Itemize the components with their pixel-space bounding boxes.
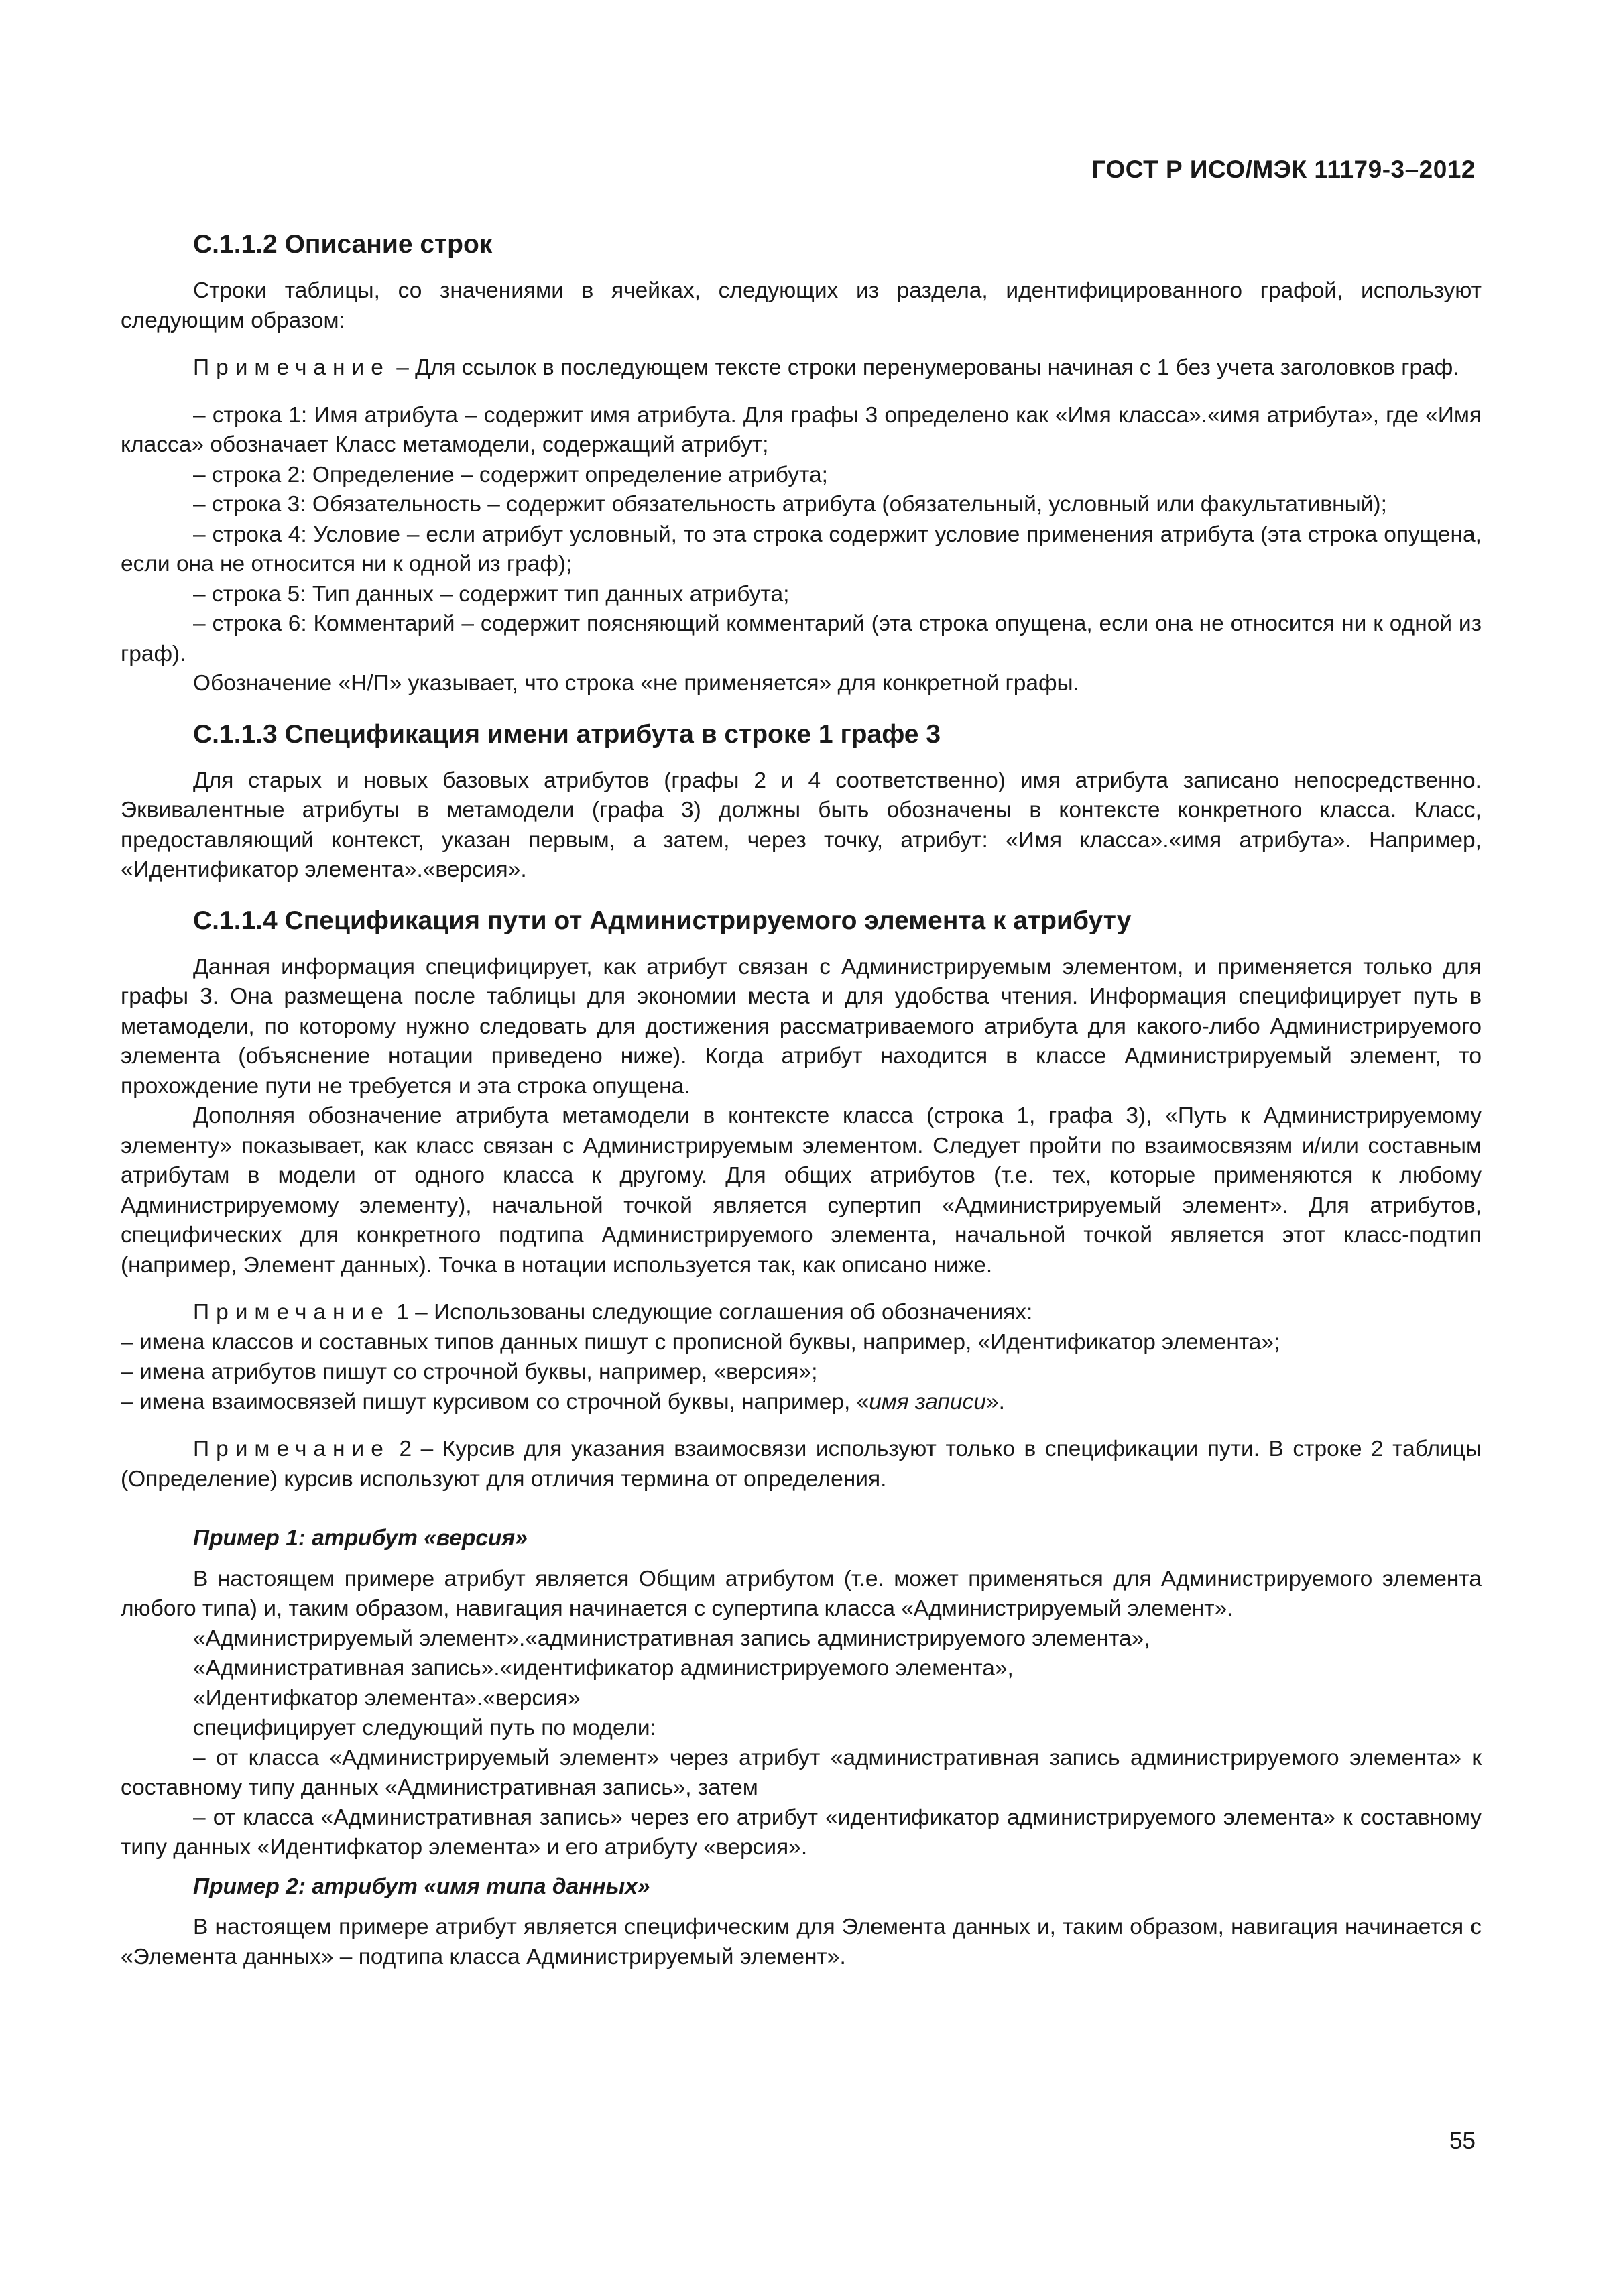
path-lines — [121, 1624, 1482, 1744]
section-body: Для старых и новых базовых атрибутов (графы 2 и 4 соответственно) имя атрибута записано непосредственно. Эквивалентные атрибуты в метамодели (графа 3) должны быть обозначены в контексте конкретного класса. Класс, предоставляющий контекст, указан первым, а затем, через точку, атрибут: «Имя класса».«имя атрибута». Например, «Идентификатор элемента».«версия». — [121, 768, 1482, 882]
note-label: Примечание — [193, 1300, 390, 1325]
list-item: – строка 4: Условие – если атрибут условный, то эта строка содержит условие применения атрибута (эта строка опущена, если она не относится ни к одной из граф); — [121, 522, 1482, 577]
path-line: специфицирует следующий путь по модели: — [193, 1715, 656, 1740]
section-intro: Строки таблицы, со значениями в ячейках, следующих из раздела, идентифицированного графой, используют следующим образом: — [121, 278, 1482, 333]
example-2-title: Пример 2: атрибут «имя типа данных» — [193, 1874, 650, 1899]
list-item: – строка 5: Тип данных – содержит тип данных атрибута; — [193, 581, 790, 607]
list-item: – имена атрибутов пишут со строчной буквы, например, «версия»; — [121, 1360, 818, 1384]
list-item: – строка 6: Комментарий – содержит поясняющий комментарий (эта строка опущена, если она не относится ни к одной из граф). — [121, 611, 1482, 666]
page-content — [121, 228, 1482, 1972]
italic-term: имя записи — [869, 1389, 986, 1414]
section-heading-c113: С.1.1.3 Спецификация имени атрибута в строке 1 графе 3 — [193, 719, 941, 749]
note-label: Примечание — [193, 355, 390, 380]
list-item: – строка 3: Обязательность – содержит обязательность атрибута (обязательный, условный или факультативный); — [193, 492, 1387, 517]
section-paragraph: Данная информация специфицирует, как атрибут связан с Администрируемым элементом, и применяется только для графы 3. Она размещена после таблицы для экономии места и для удобства чтения. Информация специфицирует путь в метамодели, по которому нужно следовать для достижения рассматриваемого атрибута для какого-либо Администрируемого элемента (объяснение нотации приведено ниже). Когда атрибут находится в классе Администрируемый элемент, то прохождение пути не требуется и эта строка опущена. — [121, 954, 1482, 1099]
list-item: Обозначение «Н/П» указывает, что строка «не применяется» для конкретной графы. — [193, 671, 1079, 696]
note-paragraph — [121, 1298, 1482, 1328]
note-paragraph — [121, 1435, 1482, 1494]
example-paragraph: В настоящем примере атрибут является Общим атрибутом (т.е. может применяться для Администрируемого элемента любого типа) и, таким образом, навигация начинается с супертипа класса «Администрируемый элемент». — [121, 1566, 1482, 1621]
list-item: – от класса «Административная запись» через его атрибут «идентификатор администрируемого элемента» к составному типу данных «Идентифкатор элемента» и его атрибуту «версия». — [121, 1805, 1482, 1860]
example-paragraph: В настоящем примере атрибут является специфическим для Элемента данных и, таким образом, навигация начинается с «Элемента данных» – подтипа класса Администрируемый элемент». — [121, 1915, 1482, 1970]
note-text: 2 – Курсив для указания взаимосвязи используют только в спецификации пути. В строке 2 таблицы (Определение) курсив используют для отличия термина от определения. — [121, 1437, 1482, 1492]
list-item: – строка 1: Имя атрибута – содержит имя атрибута. Для графы 3 определено как «Имя класса».«имя атрибута», где «Имя класса» обозначает Класс метамодели, содержащий атрибут; — [121, 402, 1482, 457]
document-header: ГОСТ Р ИСО/МЭК 11179-3–2012 — [1091, 156, 1476, 183]
example-1-title: Пример 1: атрибут «версия» — [193, 1526, 528, 1551]
note-text: 1 – Использованы следующие соглашения об обозначениях: — [389, 1300, 1033, 1325]
note-1-block — [121, 1298, 1482, 1417]
path-line: «Административная запись».«идентификатор администрируемого элемента», — [193, 1656, 1014, 1681]
path-line: «Администрируемый элемент».«административная запись администрируемого элемента», — [193, 1626, 1150, 1651]
note-text: – Для ссылок в последующем тексте строки перенумерованы начиная с 1 без учета заголовков граф. — [389, 355, 1459, 380]
path-line: «Идентифкатор элемента».«версия» — [193, 1685, 581, 1711]
section-heading-c112: С.1.1.2 Описание строк — [193, 230, 493, 259]
note-label: Примечание — [193, 1437, 390, 1461]
list-item: – строка 2: Определение – содержит определение атрибута; — [193, 462, 828, 487]
section-paragraph: Дополняя обозначение атрибута метамодели в контексте класса (строка 1, графа 3), «Путь к Администрируемому элементу» показывает, как класс связан с Администрируемым элементом. Следует пройти по взаимосвязям и/или составным атрибутам в модели от одного класса к другому. Для общих атрибутов (т.е. тех, которые применяются к любому Администрируемому элементу), начальной точкой является супертип «Администрируемый элемент». Для атрибутов, специфических для конкретного подтипа Администрируемого элемента, начальной точкой является этот класс-подтип (например, Элемент данных). Точка в нотации используется так, как описано ниже. — [121, 1103, 1482, 1278]
list-item: – от класса «Администрируемый элемент» через атрибут «административная запись администрируемого элемента» к составному типу данных «Административная запись», затем — [121, 1745, 1482, 1800]
page-number: 55 — [1449, 2128, 1476, 2154]
list-item: – имена классов и составных типов данных пишут с прописной буквы, например, «Идентификатор элемента»; — [121, 1329, 1280, 1355]
section-heading-c114: С.1.1.4 Спецификация пути от Администрируемого элемента к атрибуту — [193, 906, 1132, 935]
note-paragraph — [121, 353, 1482, 383]
row-list — [121, 401, 1482, 699]
list-item: – имена взаимосвязей пишут курсивом со строчной буквы, например, «имя записи». — [121, 1389, 1005, 1414]
